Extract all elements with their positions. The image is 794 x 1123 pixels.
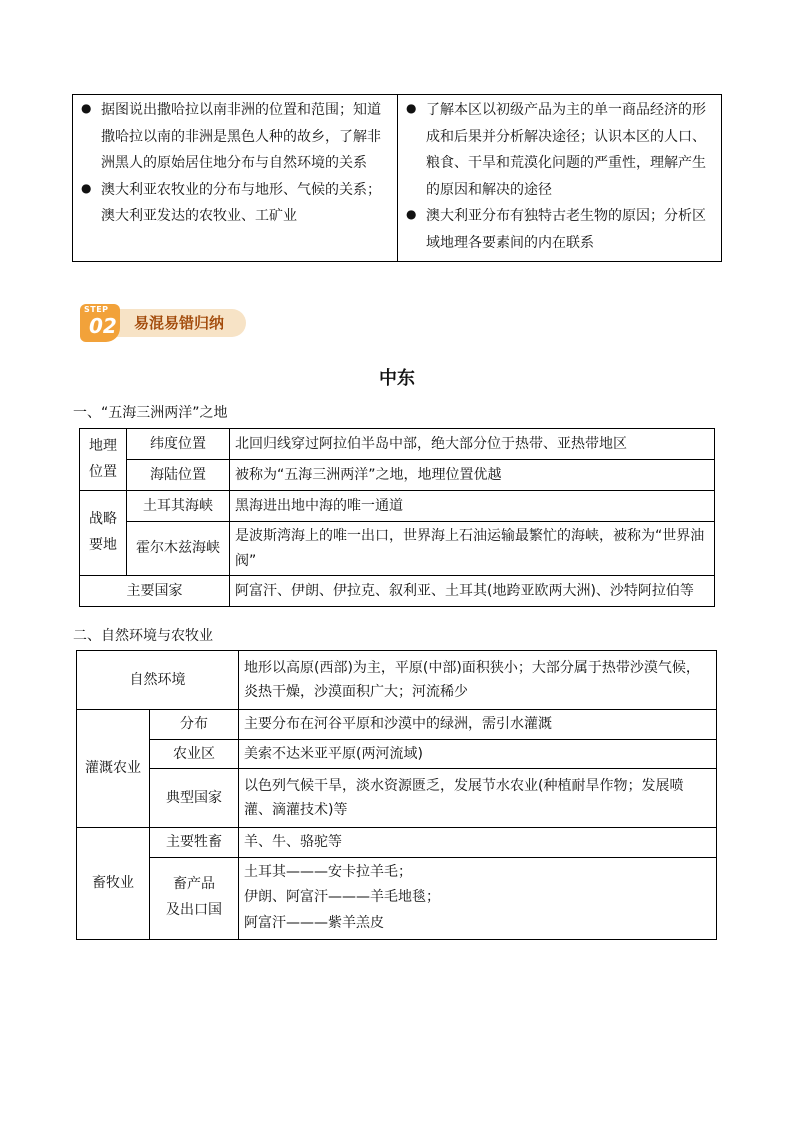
bullet-item: ● 了解本区以初级产品为主的单一商品经济的形 成和后果并分析解决途径；认识本区的人口、 粮食、干旱和荒漠化问题的严重性，理解产生 的原因和解决的途径 bbox=[406, 97, 713, 203]
step-badge bbox=[78, 304, 248, 342]
sea-land-text: 被称为“五海三洲两洋”之地，地理位置优越 bbox=[230, 460, 715, 491]
bullet-icon: ● bbox=[406, 101, 417, 115]
livestock-text: 羊、牛、骆驼等 bbox=[239, 828, 717, 858]
nature-label: 自然环境 bbox=[77, 651, 239, 710]
distribution-label: 分布 bbox=[150, 710, 239, 740]
bullet-item: ● 澳大利亚分布有独特古老生物的原因；分析区 域地理各要素间的内在联系 bbox=[406, 203, 713, 256]
bullet-icon: ● bbox=[406, 207, 417, 222]
objectives-right-cell bbox=[398, 95, 722, 262]
section-heading-1: 一、“五海三洲两洋”之地 bbox=[73, 405, 228, 421]
countries-text: 阿富汗、伊朗、伊拉克、叙利亚、土耳其(地跨亚欧两大洲)、沙特阿拉伯等 bbox=[230, 576, 715, 607]
products-label: 畜产品 及出口国 bbox=[150, 857, 239, 940]
step-title: 易混易错归纳 bbox=[134, 314, 225, 332]
strategic-label: 战略 要地 bbox=[80, 491, 127, 576]
location-table bbox=[79, 428, 715, 607]
bullet-item: ● 澳大利亚农牧业的分布与地形、气候的关系； 澳大利亚发达的农牧业、工矿业 bbox=[81, 177, 389, 230]
countries-label: 主要国家 bbox=[80, 576, 230, 607]
irrigation-label: 灌溉农业 bbox=[77, 710, 150, 828]
agri-region-text: 美索不达米亚平原(两河流域) bbox=[239, 739, 717, 769]
hormuz-strait-text: 是波斯湾海上的唯一出口，世界海上石油运输最繁忙的海峡，被称为“世界油阀” bbox=[230, 522, 715, 576]
latitude-text: 北回归线穿过阿拉伯半岛中部，绝大部分位于热带、亚热带地区 bbox=[230, 429, 715, 460]
step-word: STEP bbox=[84, 305, 109, 314]
objectives-left-cell bbox=[73, 95, 398, 262]
typical-country-text: 以色列气候干旱，淡水资源匮乏，发展节水农业(种植耐旱作物；发展喷灌、滴灌技术)等 bbox=[239, 769, 717, 828]
bullet-item: ● 据图说出撒哈拉以南非洲的位置和范围；知道 撒哈拉以南的非洲是黑色人种的故乡，了解非 洲黑人的原始居住地分布与自然环境的关系 bbox=[81, 97, 389, 177]
bullet-icon: ● bbox=[81, 180, 92, 195]
agri-region-label: 农业区 bbox=[150, 739, 239, 769]
objectives-table bbox=[72, 94, 722, 262]
turkey-strait-label: 土耳其海峡 bbox=[127, 491, 230, 522]
page-title: 中东 bbox=[379, 368, 415, 389]
sea-land-label: 海陆位置 bbox=[127, 460, 230, 491]
pastoral-label: 畜牧业 bbox=[77, 828, 150, 940]
livestock-label: 主要牲畜 bbox=[150, 828, 239, 858]
products-text: 土耳其———安卡拉羊毛； 伊朗、阿富汗———羊毛地毯； 阿富汗———紫羊羔皮 bbox=[239, 857, 717, 940]
distribution-text: 主要分布在河谷平原和沙漠中的绿洲，需引水灌溉 bbox=[239, 710, 717, 740]
step-number: 02 bbox=[89, 314, 117, 338]
section-heading-2: 二、自然环境与农牧业 bbox=[73, 628, 213, 644]
typical-country-label: 典型国家 bbox=[150, 769, 239, 828]
hormuz-strait-label: 霍尔木兹海峡 bbox=[127, 522, 230, 576]
nature-text: 地形以高原(西部)为主，平原(中部)面积狭小；大部分属于热带沙漠气候，炎热干燥，沙漠面积广大；河流稀少 bbox=[239, 651, 717, 710]
geo-position-label: 地理 位置 bbox=[80, 429, 127, 491]
turkey-strait-text: 黑海进出地中海的唯一通道 bbox=[230, 491, 715, 522]
environment-agriculture-table bbox=[76, 650, 717, 940]
latitude-label: 纬度位置 bbox=[127, 429, 230, 460]
bullet-icon: ● bbox=[81, 101, 92, 115]
